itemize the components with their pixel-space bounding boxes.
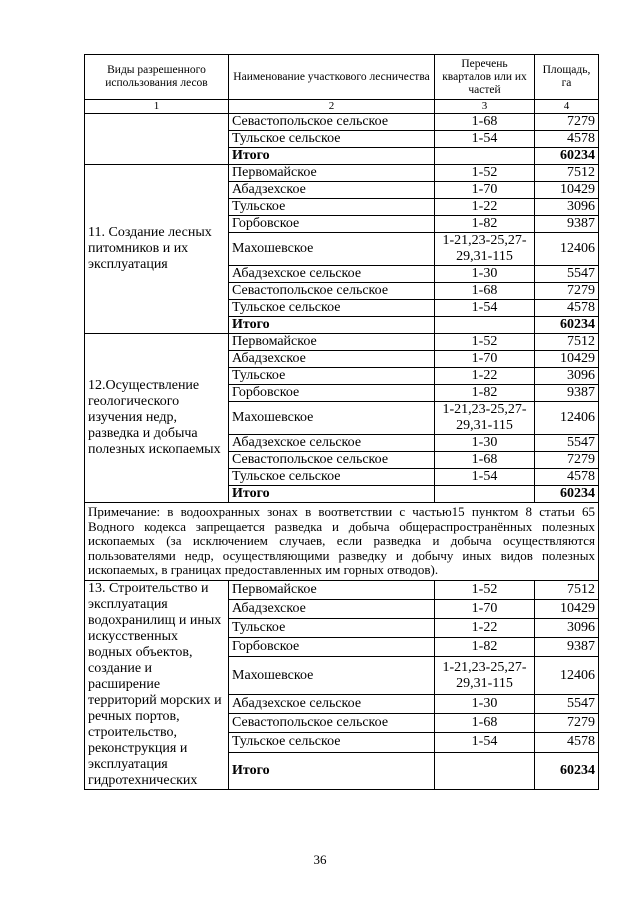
quarters: 1-82 <box>435 638 535 657</box>
forest-use-table <box>84 54 599 790</box>
table-row <box>85 334 599 351</box>
total-area: 60234 <box>535 148 599 165</box>
header-forestry-name: Наименование участкового лесничества <box>229 55 435 100</box>
forestry-name: Абадзехское <box>229 182 435 199</box>
header-row <box>85 55 599 100</box>
column-number-row <box>85 100 599 114</box>
column-number: 4 <box>535 100 599 114</box>
use-type-cell: 13. Строительство и эксплуатация водохранилищ и иных искусственных водных объектов, создание и расширение территорий морских и речных портов, строительство, реконструкция и эксплуатация гидротехнических <box>85 580 229 789</box>
quarters: 1-68 <box>435 283 535 300</box>
forestry-name: Тульское <box>229 368 435 385</box>
forestry-name: Севастопольское сельское <box>229 114 435 131</box>
table-row <box>85 165 599 182</box>
quarters: 1-54 <box>435 131 535 148</box>
forestry-name: Первомайское <box>229 580 435 599</box>
table-row <box>85 580 599 599</box>
table-row <box>85 114 599 131</box>
quarters <box>435 148 535 165</box>
area: 3096 <box>535 199 599 216</box>
quarters: 1-22 <box>435 199 535 216</box>
forestry-name: Горбовское <box>229 638 435 657</box>
forestry-name: Махошевское <box>229 657 435 694</box>
area: 4578 <box>535 131 599 148</box>
area: 3096 <box>535 368 599 385</box>
area: 10429 <box>535 182 599 199</box>
forestry-name: Махошевское <box>229 233 435 266</box>
total-area: 60234 <box>535 317 599 334</box>
quarters: 1-52 <box>435 580 535 599</box>
area: 4578 <box>535 733 599 752</box>
forestry-name: Севастопольское сельское <box>229 714 435 733</box>
quarters: 1-30 <box>435 266 535 283</box>
forestry-name: Первомайское <box>229 165 435 182</box>
total-area: 60234 <box>535 752 599 789</box>
column-number: 3 <box>435 100 535 114</box>
header-area: Площадь, га <box>535 55 599 100</box>
area: 5547 <box>535 435 599 452</box>
column-number: 2 <box>229 100 435 114</box>
quarters: 1-68 <box>435 114 535 131</box>
total-label: Итого <box>229 148 435 165</box>
quarters <box>435 317 535 334</box>
use-type-cell: 11. Создание лесных питомников и их эксплуатация <box>85 165 229 334</box>
quarters: 1-54 <box>435 733 535 752</box>
area: 9387 <box>535 216 599 233</box>
quarters: 1-30 <box>435 694 535 713</box>
quarters: 1-82 <box>435 385 535 402</box>
forestry-name: Абадзехское сельское <box>229 435 435 452</box>
forestry-name: Севастопольское сельское <box>229 283 435 300</box>
note-text: Примечание: в водоохранных зонах в воответствии с частью15 пунктом 8 статьи 65 Водного кодекса запрещается разведка и добыча общераспространённых полезных ископаемых (за исключением случаев, если разведка и добыча осуществляются пользователями недр, осуществляющими разведку и добычу иных видов полезных ископаемых, в границах предоставленных им горных отводов). <box>85 503 599 581</box>
area: 12406 <box>535 657 599 694</box>
forestry-name: Первомайское <box>229 334 435 351</box>
quarters: 1-22 <box>435 618 535 637</box>
forestry-name: Тульское <box>229 199 435 216</box>
quarters: 1-52 <box>435 334 535 351</box>
quarters <box>435 752 535 789</box>
column-number: 1 <box>85 100 229 114</box>
area: 12406 <box>535 402 599 435</box>
quarters: 1-68 <box>435 452 535 469</box>
area: 5547 <box>535 694 599 713</box>
total-label: Итого <box>229 752 435 789</box>
quarters: 1-21,23-25,27-29,31-115 <box>435 233 535 266</box>
forestry-name: Абадзехское <box>229 599 435 618</box>
forestry-name: Тульское сельское <box>229 469 435 486</box>
forestry-name: Тульское <box>229 618 435 637</box>
use-type-cell: 12.Осуществление геологического изучения недр, разведка и добыча полезных ископаемых <box>85 334 229 503</box>
quarters: 1-68 <box>435 714 535 733</box>
quarters: 1-54 <box>435 469 535 486</box>
page-number: 36 <box>313 852 327 867</box>
area: 10429 <box>535 351 599 368</box>
area: 7279 <box>535 714 599 733</box>
forestry-name: Севастопольское сельское <box>229 452 435 469</box>
area: 7512 <box>535 165 599 182</box>
header-use-type: Виды разрешенного использования лесов <box>85 55 229 100</box>
area: 9387 <box>535 638 599 657</box>
area: 7279 <box>535 114 599 131</box>
total-label: Итого <box>229 317 435 334</box>
forestry-name: Тульское сельское <box>229 300 435 317</box>
quarters: 1-21,23-25,27-29,31-115 <box>435 657 535 694</box>
area: 9387 <box>535 385 599 402</box>
forestry-name: Горбовское <box>229 385 435 402</box>
area: 4578 <box>535 469 599 486</box>
quarters: 1-70 <box>435 351 535 368</box>
total-label: Итого <box>229 486 435 503</box>
quarters: 1-70 <box>435 599 535 618</box>
quarters: 1-30 <box>435 435 535 452</box>
area: 7279 <box>535 283 599 300</box>
forestry-name: Абадзехское <box>229 351 435 368</box>
area: 7512 <box>535 580 599 599</box>
header-quarters: Перечень кварталов или их частей <box>435 55 535 100</box>
forestry-name: Абадзехское сельское <box>229 694 435 713</box>
area: 10429 <box>535 599 599 618</box>
quarters: 1-82 <box>435 216 535 233</box>
area: 4578 <box>535 300 599 317</box>
quarters: 1-22 <box>435 368 535 385</box>
forestry-name: Тульское сельское <box>229 131 435 148</box>
area: 7512 <box>535 334 599 351</box>
quarters: 1-52 <box>435 165 535 182</box>
area: 7279 <box>535 452 599 469</box>
forestry-name: Горбовское <box>229 216 435 233</box>
quarters <box>435 486 535 503</box>
quarters: 1-70 <box>435 182 535 199</box>
quarters: 1-21,23-25,27-29,31-115 <box>435 402 535 435</box>
quarters: 1-54 <box>435 300 535 317</box>
forestry-name: Тульское сельское <box>229 733 435 752</box>
area: 5547 <box>535 266 599 283</box>
use-type-cell <box>85 114 229 165</box>
note-row <box>85 503 599 581</box>
area: 12406 <box>535 233 599 266</box>
forestry-name: Абадзехское сельское <box>229 266 435 283</box>
total-area: 60234 <box>535 486 599 503</box>
forestry-name: Махошевское <box>229 402 435 435</box>
area: 3096 <box>535 618 599 637</box>
